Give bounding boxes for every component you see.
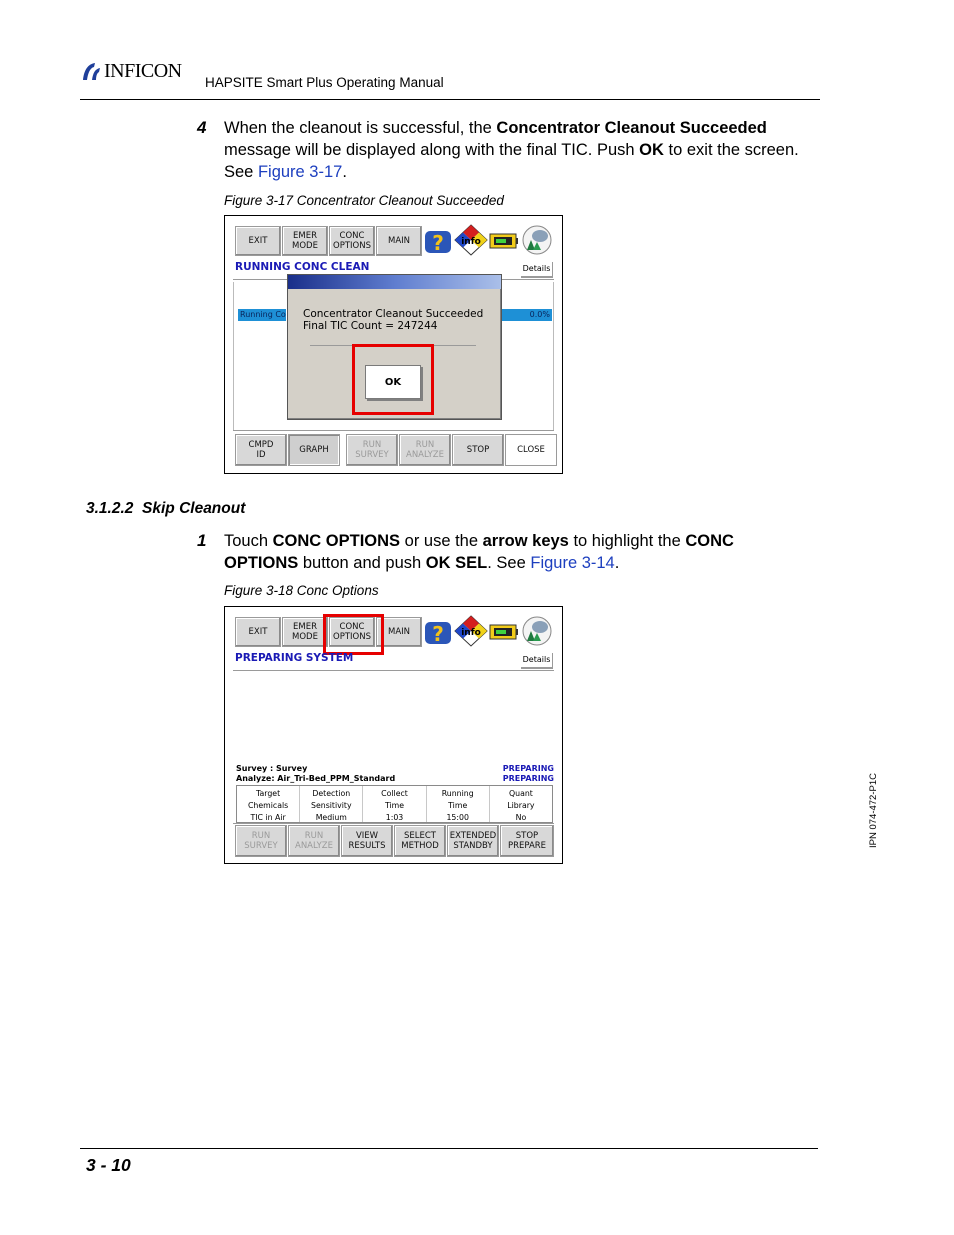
- analyze-line: Analyze: Air_Tri-Bed_PPM_Standard: [236, 774, 396, 783]
- analyze-state: PREPARING: [502, 774, 554, 783]
- details-button[interactable]: Details: [521, 653, 553, 669]
- dialog-message-line2: Final TIC Count = 247244: [303, 320, 438, 332]
- manual-title: HAPSITE Smart Plus Operating Manual: [205, 75, 444, 90]
- status-divider: [233, 670, 554, 671]
- details-button[interactable]: Details: [521, 262, 553, 278]
- section-heading: 3.1.2.2 Skip Cleanout: [86, 500, 246, 517]
- battery-icon: [489, 623, 519, 641]
- dialog-message-line1: Concentrator Cleanout Succeeded: [303, 308, 484, 320]
- svg-text:?: ?: [432, 622, 444, 646]
- inficon-logo: [80, 58, 182, 84]
- survey-line: Survey : Survey: [236, 764, 308, 773]
- conc-options-button[interactable]: CONC OPTIONS: [329, 617, 375, 647]
- info-hazard-icon[interactable]: [454, 224, 488, 256]
- help-icon[interactable]: [424, 619, 452, 647]
- figure-3-14-link[interactable]: Figure 3-14: [530, 554, 615, 572]
- emer-mode-button[interactable]: EMER MODE: [282, 617, 328, 647]
- table-column: Running Time 15:00: [427, 786, 490, 822]
- page-number: 3 - 10: [86, 1155, 131, 1175]
- inficon-logo-icon: [80, 60, 102, 82]
- ok-button[interactable]: OK: [365, 365, 421, 399]
- method-summary-table: [236, 785, 553, 823]
- figure-caption: Figure 3-17 Concentrator Cleanout Succeeded: [224, 193, 504, 208]
- figure-3-18-screen: [224, 606, 563, 864]
- bottom-divider: [233, 430, 554, 431]
- cmpd-id-button[interactable]: CMPD ID: [235, 434, 287, 466]
- run-survey-button[interactable]: RUN SURVEY: [235, 825, 287, 857]
- bottom-divider: [233, 823, 554, 824]
- header-rule: [80, 99, 820, 100]
- extended-standby-button[interactable]: EXTENDED STANDBY: [447, 825, 499, 857]
- footer-rule: [80, 1148, 818, 1149]
- battery-icon: [489, 232, 519, 250]
- conc-options-button[interactable]: CONC OPTIONS: [329, 226, 375, 256]
- exit-button[interactable]: EXIT: [235, 226, 281, 256]
- survey-state: PREPARING: [502, 764, 554, 773]
- progress-value: 0.0%: [500, 309, 552, 321]
- main-button[interactable]: MAIN: [376, 617, 422, 647]
- run-analyze-button[interactable]: RUN ANALYZE: [288, 825, 340, 857]
- exit-button[interactable]: EXIT: [235, 617, 281, 647]
- table-column: Collect Time 1:03: [363, 786, 426, 822]
- close-button[interactable]: CLOSE: [505, 434, 557, 466]
- table-column: Target Chemicals TIC in Air: [237, 786, 300, 822]
- highlight-box: [323, 614, 384, 655]
- svg-text:?: ?: [432, 231, 444, 255]
- figure-3-17-link[interactable]: Figure 3-17: [257, 163, 343, 181]
- emer-mode-button[interactable]: EMER MODE: [282, 226, 328, 256]
- status-title: PREPARING SYSTEM: [235, 652, 354, 664]
- run-analyze-button[interactable]: RUN ANALYZE: [399, 434, 451, 466]
- step4-paragraph: When the cleanout is successful, the Concentrator Cleanout Succeeded message will be displayed along with the final TIC. Push OK to exit the screen. See Figure 3-17.: [224, 119, 799, 181]
- brand-name: INFICON: [104, 59, 182, 82]
- step-number: 4: [197, 118, 207, 137]
- graph-button[interactable]: GRAPH: [288, 434, 340, 466]
- help-icon[interactable]: [424, 228, 452, 256]
- content-right-border: [553, 282, 554, 430]
- run-survey-button[interactable]: RUN SURVEY: [346, 434, 398, 466]
- figure-caption: Figure 3-18 Conc Options: [224, 583, 379, 598]
- highlight-box: [352, 344, 434, 415]
- stop-button[interactable]: STOP: [452, 434, 504, 466]
- table-column: Detection Sensitivity Medium: [300, 786, 363, 822]
- step-number: 1: [197, 531, 207, 550]
- network-icon[interactable]: [521, 224, 553, 256]
- step1-paragraph: Touch CONC OPTIONS or use the arrow keys to highlight the CONC OPTIONS button and push OK SEL. See Figure 3-14.: [224, 532, 734, 572]
- main-button[interactable]: MAIN: [376, 226, 422, 256]
- progress-label: Running Co: [240, 310, 286, 319]
- status-title: RUNNING CONC CLEAN: [235, 261, 370, 273]
- stop-prepare-button[interactable]: STOP PREPARE: [500, 825, 554, 857]
- network-icon[interactable]: [521, 615, 553, 647]
- dialog-title-bar: [288, 275, 501, 289]
- svg-text:info: info: [461, 237, 481, 247]
- svg-text:info: info: [461, 628, 481, 638]
- ipn-label: IPN 074-472-P1C: [868, 773, 879, 848]
- select-method-button[interactable]: SELECT METHOD: [394, 825, 446, 857]
- content-left-border: [233, 282, 234, 430]
- info-hazard-icon[interactable]: [454, 615, 488, 647]
- table-column: Quant Library No: [507, 789, 535, 822]
- view-results-button[interactable]: VIEW RESULTS: [341, 825, 393, 857]
- figure-3-17-screen: [224, 215, 563, 474]
